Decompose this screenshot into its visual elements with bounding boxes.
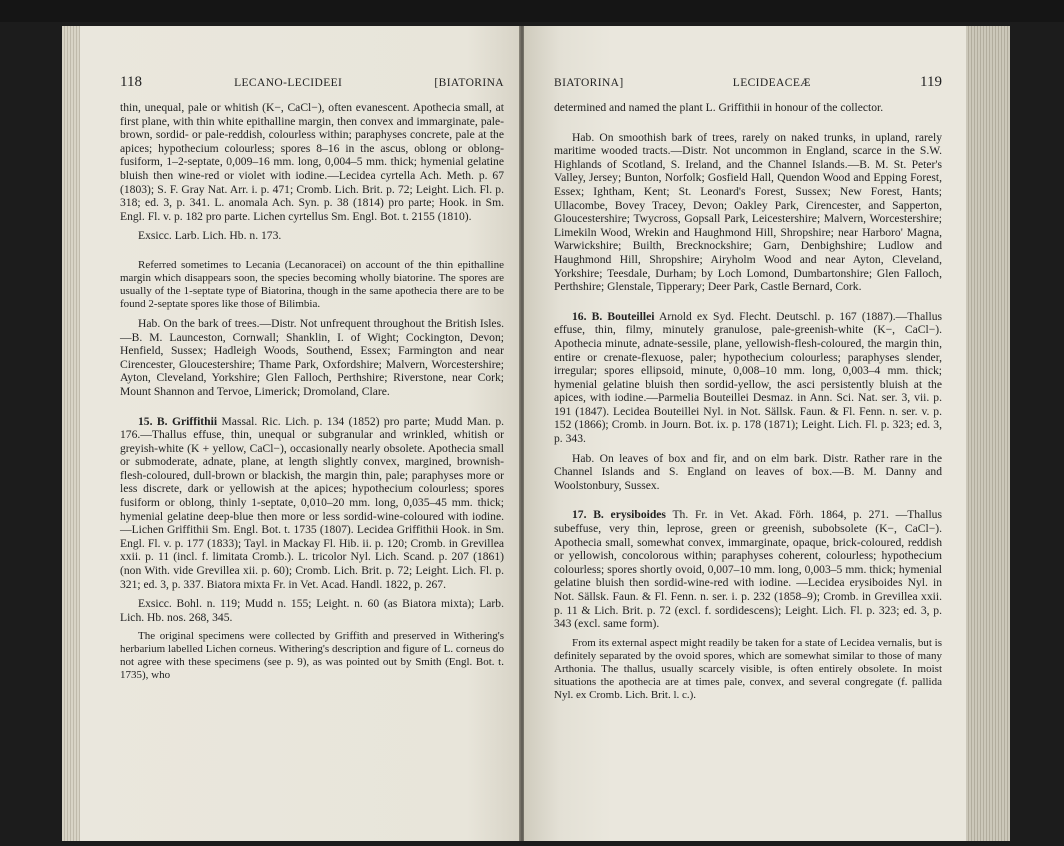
note-paragraph: The original specimens were collected by Griffith and preserved in Withering's herbarium labelled Lichen corneus. Withering's description and figure of L. corneus do not agree with these specimens (see p. 9), as was pointed out by Smith (Engl. Bot. t. 1735), who: [120, 630, 504, 682]
species-15-entry: [120, 415, 504, 592]
page-number: 119: [920, 74, 942, 90]
section-tag: BIATORINA]: [554, 77, 624, 89]
right-page-stack-edge: [966, 26, 1010, 841]
habitat-paragraph: Hab. On smoothish bark of trees, rarely on naked trunks, in upland, rarely maritime wooded tracts.—Distr. Not uncommon in England, scarce in the S.W. Highlands of Scotland, S. Ireland, and the Channel Islands.—B. M. St. Peter's Valley, Jersey; Bunton, Norfolk; Gosfield Hall, Quendon Wood and Epping Forest, Essex; Ightham, Kent; St. Leonard's Forest, Sussex; New Forest, Hants; Ullacombe, Bovey Tracey, Devon; Oakley Park, Cirencester, and Sapperton, Gloucestershire; Twycross, Gopsall Park, Leicestershire; Malvern, Worcestershire; Limekiln Wood, Wrekin and Haughmond Hill, Shropshire; near Harboro' Magna, Warwickshire; Builth, Brecknockshire; Garn, Denbighshire; Ludlow and Haughmond Hill, Shropshire; Airyholm Wood and near Ayton, Cleveland, Yorkshire; Teesdale, Durham; by Loch Lomond, Dumbartonshire; Glen Falloch, Perthshire; Glenstale, Tipperary; Deer Park, Castle Bernard, Cork.: [554, 130, 942, 294]
right-page: [524, 26, 966, 841]
species-body: Massal. Ric. Lich. p. 134 (1852) pro parte; Mudd Man. p. 176.—Thallus effuse, thin, unequal or subgranular and wrinkled, whitish or greyish-white (K + yellow, CaCl−), occasionally nearly obsolete. Apothecia small or submoderate, adnate, plane, at length slightly convex, margined, brownish-flesh-coloured, dull-brown or blackish, the margin thin, pale; paraphyses more or less discrete, dark or yellowish at the apices; hypothecium colourless; spores fusiform or oblong, thinly 1-septate, 0,010–20 mm. long, 0,035–45 mm. thick; hymenial gelatine deep-blue then more or less sordid-wine-coloured with iodine.—Lichen Griffithii Sm. Engl. Bot. t. 1735 (1807). Lecidea Griffithii Hook. in Sm. Engl. Fl. v. p. 177 (1833); Tayl. in Mackay Fl. Hib. ii. p. 120; Cromb. in Grevillea xxii. p. 11 (incl. f. limitata Cromb.). L. tricolor Nyl. Lich. Scand. p. 207 (1861) (non With. vide Grevillea xii. p. 60); Cromb. Lich. Brit. p. 72; Leight. Lich. Fl. p. 321; ed. 3, p. 337. Biatora mixta Fr. in Vet. Acad. Handl. 1822, p. 267.: [120, 414, 505, 591]
exsiccata-line: Exsicc. Larb. Lich. Hb. n. 173.: [138, 229, 282, 243]
note-paragraph: From its external aspect might readily be taken for a state of Lecidea vernalis, but is definitely separated by the ovoid spores, which are somewhat similar to those of many Arthonia. The thallus, usually scarcely visible, is often entirely obsolete. In moist situations the apothecia are at times pale, convex, and several congregate (f. pallida Nyl. ex Cromb. Lich. Brit. l. c.).: [554, 636, 942, 701]
description-paragraph: thin, unequal, pale or whitish (K−, CaCl−), often evanescent. Apothecia small, at first plane, with thin white epithalline margin, then convex and immarginate, pale-brown, sordid- or pale-reddish, colourless within; paraphyses concrete, pale at the apices; hypothecium colourless; spores 8–16 in the ascus, oblong or oblong-fusiform, 1–2-septate, 0,009–16 mm. long, 0,004–5 mm. thick; hymenial gelatine bluish then wine-red or violet with iodine.—Lecidea cyrtella Ach. Meth. p. 67 (1803); S. F. Gray Nat. Arr. i. p. 471; Cromb. Lich. Brit. p. 72; Leight. Lich. Fl. p. 318; ed. 3, p. 341. L. anomala Ach. Syn. p. 38 (1814) pro parte; Hook. in Sm. Engl. Fl. v. p. 182 pro parte. Lichen cyrtellus Sm. Engl. Bot. t. 2155 (1810).: [120, 101, 504, 223]
continuation-paragraph: determined and named the plant L. Griffithii in honour of the collector.: [554, 101, 884, 114]
section-tag: [BIATORINA: [434, 77, 504, 89]
left-page-header: [120, 74, 504, 91]
species-heading: 17. B. erysiboides: [572, 508, 666, 522]
left-page-stack-edge: [62, 26, 80, 841]
species-body: Arnold ex Syd. Flecht. Deutschl. p. 167 (1887).—Thallus effuse, thin, filmy, minutely granulose, pale-greenish-white (K−, CaCl−). Apothecia minute, adnate-sessile, plane, yellowish-flesh-coloured, the margin thin, entire or crenate-flexuose, paler; hypothecium colourless; paraphyses slender, irregular; spores ellipsoid, minute, 0,008–10 mm. long, 0,003–4 mm. thick; hymenial gelatine bluish then sordid-yellow, the asci persistently bluish at the apices, with iodine.—Parmelia Bouteillei Desmaz. in Ann. Sci. Nat. ser. 3, vii. p. 191 (1847). Lecidea Bouteillei Nyl. in Not. Sällsk. Faun. & Fl. Fenn. n. ser. v. p. 152 (1866); Cromb. in Journ. Bot. ix. p. 178 (1871); Leight. Lich. Fl. p. 323; ed. 3, p. 343.: [554, 309, 942, 446]
scanner-background: [0, 0, 1064, 22]
species-heading: 15. B. Griffithii: [138, 414, 218, 428]
page-number: 118: [120, 74, 142, 90]
habitat-paragraph: Hab. On leaves of box and fir, and on elm bark. Distr. Rather rare in the Channel Islands and S. England on leaves of box.—B. M. Danny and Woolstonbury, Sussex.: [554, 451, 942, 492]
habitat-paragraph: Hab. On the bark of trees.—Distr. Not unfrequent throughout the British Isles.—B. M. Launceston, Cornwall; Shanklin, I. of Wight; Cockington, Devon; Henfield, Sussex; Hadleigh Woods, Southend, Essex; Farmington and near Cirencester, Gloucestershire; Thame Park, Oxfordshire; Malvern, Worcestershire; Ayton, Cleveland, Yorkshire; Glen Falloch, Perthshire; Riverstone, near Cork; Mount Shannon and Tervoe, Limerick; Dromoland, Clare.: [120, 316, 504, 398]
right-page-header: [554, 74, 942, 91]
species-16-entry: [554, 310, 942, 446]
species-17-entry: [554, 508, 942, 630]
note-paragraph: Referred sometimes to Lecania (Lecanoracei) on account of the thin epithalline margin which disappears soon, the species becoming wholly biatorine. The spores are usually of the 1-septate type of Biatorina, though in the same apothecia there are to be found 2-septate spores like those of Bilimbia.: [120, 258, 504, 310]
running-head: LECIDEACEÆ: [732, 77, 811, 89]
species-heading: 16. B. Bouteillei: [572, 309, 655, 323]
running-head: LECANO-LECIDEEI: [234, 77, 343, 89]
species-body: Th. Fr. in Vet. Akad. Förh. 1864, p. 271. —Thallus subeffuse, very thin, leprose, green or greenish, subobsolete (K−, CaCl−). Apothecia small, somewhat convex, immarginate, opaque, brick-coloured, reddish or yellowish, concolorous within; paraphyses coherent, colourless; hypothecium colourless; spores shortly ovoid, 0,007–10 mm. long, 0,003–5 mm. thick; hymenial gelatine bluish then sordid-wine-red with iodine. —Lecidea erysiboides Nyl. in Not. Sällsk. Faun. & Fl. Fenn. n. ser. i. p. 232 (1858–9); Cromb. in Grevillea xxii. p. 11 & Lich. Brit. p. 72 (excl. f. sordidescens); Leight. Lich. Fl. p. 323; ed. 3, p. 343 (excl. same form).: [554, 508, 942, 631]
exsiccata-line: Exsicc. Bohl. n. 119; Mudd n. 155; Leight. n. 60 (as Biatora mixta); Larb. Lich. Hb. nos. 268, 345.: [120, 597, 504, 624]
left-page: [80, 26, 520, 841]
